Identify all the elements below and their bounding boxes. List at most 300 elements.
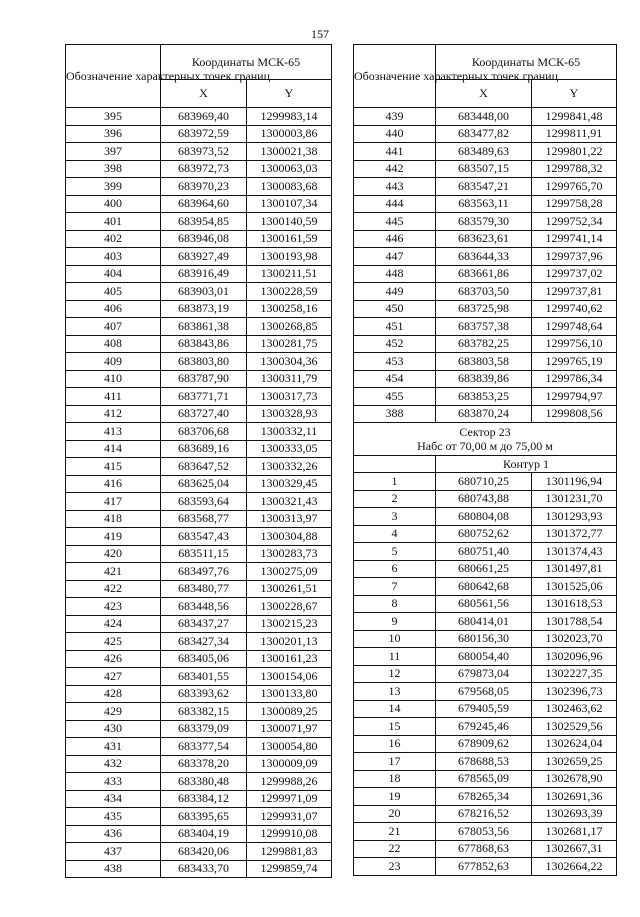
- y-coordinate: 1299811,91: [532, 125, 617, 143]
- table-row: [66, 615, 332, 633]
- table-row: [66, 703, 332, 721]
- y-coordinate: 1301788,54: [532, 613, 617, 631]
- x-coordinate: 683448,00: [436, 108, 532, 126]
- table-row: [66, 405, 332, 423]
- x-coordinate: 683973,52: [161, 143, 247, 161]
- y-coordinate: 1300333,05: [247, 440, 332, 458]
- y-coordinate: 1301497,81: [532, 560, 617, 578]
- table-row: [66, 825, 332, 843]
- y-coordinate: 1300304,36: [247, 353, 332, 371]
- point-number: 447: [354, 248, 436, 266]
- point-number: 435: [66, 808, 161, 826]
- x-coordinate: 683689,16: [161, 440, 247, 458]
- x-coordinate: 683380,48: [161, 773, 247, 791]
- x-coordinate: 683870,24: [436, 405, 532, 423]
- table-row: [66, 773, 332, 791]
- table-row: [66, 300, 332, 318]
- table-row: [354, 283, 617, 301]
- x-coordinate: 683547,43: [161, 528, 247, 546]
- point-number: 427: [66, 668, 161, 686]
- y-coordinate: 1302667,31: [532, 840, 617, 858]
- point-number: 23: [354, 858, 436, 876]
- x-coordinate: 683382,15: [161, 703, 247, 721]
- table-row: [354, 560, 617, 578]
- header-designation: Обозначение характерных точек границ: [66, 45, 161, 108]
- point-number: 439: [354, 108, 436, 126]
- x-coordinate: 677852,63: [436, 858, 532, 876]
- table-row: [354, 178, 617, 196]
- point-number: 440: [354, 125, 436, 143]
- y-coordinate: 1299971,09: [247, 790, 332, 808]
- point-number: 455: [354, 388, 436, 406]
- y-coordinate: 1299983,14: [247, 108, 332, 126]
- y-coordinate: 1301372,77: [532, 525, 617, 543]
- table-row: [354, 353, 617, 371]
- table-row: [66, 668, 332, 686]
- x-coordinate: 683401,55: [161, 668, 247, 686]
- point-number: 3: [354, 508, 436, 526]
- x-coordinate: 680751,40: [436, 543, 532, 561]
- y-coordinate: 1299741,14: [532, 230, 617, 248]
- table-row: [66, 598, 332, 616]
- y-coordinate: 1299765,19: [532, 353, 617, 371]
- x-coordinate: 680710,25: [436, 473, 532, 491]
- point-number: 403: [66, 248, 161, 266]
- x-coordinate: 679568,05: [436, 683, 532, 701]
- x-coordinate: 683377,54: [161, 738, 247, 756]
- table-row: [66, 563, 332, 581]
- sector-subtitle: Набс от 70,00 м до 75,00 м: [417, 439, 553, 453]
- point-number: 446: [354, 230, 436, 248]
- y-coordinate: 1300054,80: [247, 738, 332, 756]
- x-coordinate: 683507,15: [436, 160, 532, 178]
- table-row: [66, 440, 332, 458]
- table-row: [66, 230, 332, 248]
- point-number: 429: [66, 703, 161, 721]
- point-number: 20: [354, 805, 436, 823]
- y-coordinate: 1302396,73: [532, 683, 617, 701]
- point-number: 423: [66, 598, 161, 616]
- x-coordinate: 683782,25: [436, 335, 532, 353]
- y-coordinate: 1300258,16: [247, 300, 332, 318]
- table-row: [354, 840, 617, 858]
- table-row: [354, 265, 617, 283]
- point-number: 418: [66, 510, 161, 528]
- x-coordinate: 683839,86: [436, 370, 532, 388]
- table-row: [66, 685, 332, 703]
- table-row: [354, 770, 617, 788]
- x-coordinate: 678565,09: [436, 770, 532, 788]
- point-number: 430: [66, 720, 161, 738]
- table-row: [66, 370, 332, 388]
- y-coordinate: 1299756,10: [532, 335, 617, 353]
- point-number: 441: [354, 143, 436, 161]
- y-coordinate: 1300321,43: [247, 493, 332, 511]
- point-number: 16: [354, 735, 436, 753]
- y-coordinate: 1300009,09: [247, 755, 332, 773]
- contour-label-row: [354, 456, 617, 473]
- x-coordinate: 683625,04: [161, 475, 247, 493]
- table-row: [66, 160, 332, 178]
- table-row: [66, 335, 332, 353]
- x-coordinate: 683853,25: [436, 388, 532, 406]
- header-y: Y: [247, 80, 332, 108]
- point-number: 9: [354, 613, 436, 631]
- point-number: 19: [354, 788, 436, 806]
- point-number: 6: [354, 560, 436, 578]
- point-number: 398: [66, 160, 161, 178]
- x-coordinate: 683511,15: [161, 545, 247, 563]
- point-number: 422: [66, 580, 161, 598]
- x-coordinate: 683404,19: [161, 825, 247, 843]
- x-coordinate: 683480,77: [161, 580, 247, 598]
- y-coordinate: 1300329,45: [247, 475, 332, 493]
- y-coordinate: 1300211,51: [247, 265, 332, 283]
- y-coordinate: 1299765,70: [532, 178, 617, 196]
- y-coordinate: 1302681,17: [532, 823, 617, 841]
- x-coordinate: 683771,71: [161, 388, 247, 406]
- point-number: 401: [66, 213, 161, 231]
- table-row: [66, 318, 332, 336]
- table-row: [354, 388, 617, 406]
- table-row: [354, 753, 617, 771]
- table-row: [66, 545, 332, 563]
- y-coordinate: 1300332,11: [247, 423, 332, 441]
- point-number: 421: [66, 563, 161, 581]
- x-coordinate: 683661,86: [436, 265, 532, 283]
- table-row: [354, 735, 617, 753]
- point-number: 12: [354, 665, 436, 683]
- table-row: [66, 755, 332, 773]
- x-coordinate: 683946,08: [161, 230, 247, 248]
- point-number: 415: [66, 458, 161, 476]
- table-row: [354, 195, 617, 213]
- point-number: 449: [354, 283, 436, 301]
- y-coordinate: 1302096,96: [532, 648, 617, 666]
- y-coordinate: 1299737,96: [532, 248, 617, 266]
- y-coordinate: 1301196,94: [532, 473, 617, 491]
- point-number: 2: [354, 490, 436, 508]
- x-coordinate: 683727,40: [161, 405, 247, 423]
- header-designation: Обозначение характерных точек границ: [354, 45, 436, 108]
- point-number: 406: [66, 300, 161, 318]
- x-coordinate: 683420,06: [161, 843, 247, 861]
- point-number: 425: [66, 633, 161, 651]
- table-row: [354, 665, 617, 683]
- table-row: [354, 630, 617, 648]
- y-coordinate: 1299758,28: [532, 195, 617, 213]
- y-coordinate: 1302227,35: [532, 665, 617, 683]
- table-row: [354, 248, 617, 266]
- point-number: 397: [66, 143, 161, 161]
- table-row: [354, 125, 617, 143]
- x-coordinate: 683405,06: [161, 650, 247, 668]
- table-row: [354, 683, 617, 701]
- x-coordinate: 683757,38: [436, 318, 532, 336]
- y-coordinate: 1300268,85: [247, 318, 332, 336]
- x-coordinate: 683547,21: [436, 178, 532, 196]
- point-number: 18: [354, 770, 436, 788]
- table-row: [66, 458, 332, 476]
- point-number: 412: [66, 405, 161, 423]
- table-row: [66, 720, 332, 738]
- table-row: [66, 738, 332, 756]
- y-coordinate: 1299859,74: [247, 860, 332, 878]
- point-number: 10: [354, 630, 436, 648]
- y-coordinate: 1302463,62: [532, 700, 617, 718]
- point-number: 442: [354, 160, 436, 178]
- table-row: [354, 335, 617, 353]
- point-number: 14: [354, 700, 436, 718]
- table-row: [354, 473, 617, 491]
- table-row: [354, 578, 617, 596]
- y-coordinate: 1300311,79: [247, 370, 332, 388]
- point-number: 395: [66, 108, 161, 126]
- point-number: 417: [66, 493, 161, 511]
- table-row: [66, 423, 332, 441]
- point-number: 420: [66, 545, 161, 563]
- x-coordinate: 678216,52: [436, 805, 532, 823]
- point-number: 7: [354, 578, 436, 596]
- y-coordinate: 1300283,73: [247, 545, 332, 563]
- x-coordinate: 683972,73: [161, 160, 247, 178]
- x-coordinate: 683803,80: [161, 353, 247, 371]
- table-row: [66, 125, 332, 143]
- y-coordinate: 1300003,86: [247, 125, 332, 143]
- x-coordinate: 683843,86: [161, 335, 247, 353]
- table-row: [66, 860, 332, 878]
- table-row: [66, 843, 332, 861]
- point-number: 17: [354, 753, 436, 771]
- point-number: 432: [66, 755, 161, 773]
- point-number: 404: [66, 265, 161, 283]
- point-number: 15: [354, 718, 436, 736]
- x-coordinate: 683623,61: [436, 230, 532, 248]
- y-coordinate: 1300261,51: [247, 580, 332, 598]
- y-coordinate: 1300215,23: [247, 615, 332, 633]
- table-row: [66, 248, 332, 266]
- y-coordinate: 1301618,53: [532, 595, 617, 613]
- x-coordinate: 683970,23: [161, 178, 247, 196]
- point-number: 424: [66, 615, 161, 633]
- y-coordinate: 1299737,81: [532, 283, 617, 301]
- x-coordinate: 683969,40: [161, 108, 247, 126]
- table-row: [66, 580, 332, 598]
- x-coordinate: 678053,56: [436, 823, 532, 841]
- table-row: [354, 508, 617, 526]
- point-number: 416: [66, 475, 161, 493]
- x-coordinate: 683593,64: [161, 493, 247, 511]
- y-coordinate: 1300063,03: [247, 160, 332, 178]
- table-row: [354, 718, 617, 736]
- table-row: [66, 353, 332, 371]
- point-number: 388: [354, 405, 436, 423]
- y-coordinate: 1300021,38: [247, 143, 332, 161]
- y-coordinate: 1299788,32: [532, 160, 617, 178]
- x-coordinate: 683706,68: [161, 423, 247, 441]
- y-coordinate: 1300154,06: [247, 668, 332, 686]
- header-coordinates: Координаты МСК-65: [436, 45, 617, 80]
- table-row: [66, 475, 332, 493]
- point-number: 434: [66, 790, 161, 808]
- x-coordinate: 679405,59: [436, 700, 532, 718]
- x-coordinate: 679873,04: [436, 665, 532, 683]
- x-coordinate: 683647,52: [161, 458, 247, 476]
- x-coordinate: 683927,49: [161, 248, 247, 266]
- point-number: 445: [354, 213, 436, 231]
- point-number: 22: [354, 840, 436, 858]
- table-row: [354, 213, 617, 231]
- sector-title: Сектор 23: [459, 425, 511, 439]
- y-coordinate: 1299752,34: [532, 213, 617, 231]
- x-coordinate: 683644,33: [436, 248, 532, 266]
- y-coordinate: 1299794,97: [532, 388, 617, 406]
- point-number: 428: [66, 685, 161, 703]
- point-number: 452: [354, 335, 436, 353]
- table-row: [354, 230, 617, 248]
- point-number: 8: [354, 595, 436, 613]
- x-coordinate: 680054,40: [436, 648, 532, 666]
- y-coordinate: 1302023,70: [532, 630, 617, 648]
- x-coordinate: 679245,46: [436, 718, 532, 736]
- table-row: [354, 823, 617, 841]
- y-coordinate: 1301231,70: [532, 490, 617, 508]
- table-row: [66, 493, 332, 511]
- y-coordinate: 1300304,88: [247, 528, 332, 546]
- table-row: [354, 370, 617, 388]
- table-row: [354, 405, 617, 423]
- table-row: [66, 265, 332, 283]
- y-coordinate: 1301293,93: [532, 508, 617, 526]
- x-coordinate: 683563,11: [436, 195, 532, 213]
- y-coordinate: 1300332,26: [247, 458, 332, 476]
- y-coordinate: 1299737,02: [532, 265, 617, 283]
- table-row: [66, 808, 332, 826]
- x-coordinate: 683579,30: [436, 213, 532, 231]
- point-number: 444: [354, 195, 436, 213]
- table-row: [66, 790, 332, 808]
- x-coordinate: 680752,62: [436, 525, 532, 543]
- y-coordinate: 1300083,68: [247, 178, 332, 196]
- x-coordinate: 680661,25: [436, 560, 532, 578]
- table-row: [354, 160, 617, 178]
- table-row: [354, 595, 617, 613]
- y-coordinate: 1299801,22: [532, 143, 617, 161]
- point-number: 4: [354, 525, 436, 543]
- table-row: [354, 648, 617, 666]
- point-number: 396: [66, 125, 161, 143]
- point-number: 413: [66, 423, 161, 441]
- y-coordinate: 1300228,67: [247, 598, 332, 616]
- point-number: 436: [66, 825, 161, 843]
- x-coordinate: 683803,58: [436, 353, 532, 371]
- y-coordinate: 1299786,34: [532, 370, 617, 388]
- x-coordinate: 683437,27: [161, 615, 247, 633]
- y-coordinate: 1300133,80: [247, 685, 332, 703]
- point-number: 408: [66, 335, 161, 353]
- y-coordinate: 1300107,34: [247, 195, 332, 213]
- x-coordinate: 683433,70: [161, 860, 247, 878]
- point-number: 13: [354, 683, 436, 701]
- x-coordinate: 680642,68: [436, 578, 532, 596]
- x-coordinate: 683861,38: [161, 318, 247, 336]
- table-row: [354, 143, 617, 161]
- y-coordinate: 1299881,83: [247, 843, 332, 861]
- point-number: 433: [66, 773, 161, 791]
- table-row: [66, 510, 332, 528]
- point-number: 431: [66, 738, 161, 756]
- table-row: [354, 318, 617, 336]
- table-row: [354, 788, 617, 806]
- point-number: 454: [354, 370, 436, 388]
- x-coordinate: 683477,82: [436, 125, 532, 143]
- x-coordinate: 683954,85: [161, 213, 247, 231]
- point-number: 411: [66, 388, 161, 406]
- y-coordinate: 1302529,56: [532, 718, 617, 736]
- contour-label: Контур 1: [436, 456, 617, 473]
- point-number: 419: [66, 528, 161, 546]
- table-row: [354, 858, 617, 876]
- table-row: [354, 300, 617, 318]
- x-coordinate: 680561,56: [436, 595, 532, 613]
- y-coordinate: 1302678,90: [532, 770, 617, 788]
- point-number: 448: [354, 265, 436, 283]
- y-coordinate: 1300281,75: [247, 335, 332, 353]
- table-row: [354, 108, 617, 126]
- y-coordinate: 1299988,26: [247, 773, 332, 791]
- y-coordinate: 1299808,56: [532, 405, 617, 423]
- y-coordinate: 1302691,36: [532, 788, 617, 806]
- table-row: [66, 143, 332, 161]
- y-coordinate: 1302693,39: [532, 805, 617, 823]
- x-coordinate: 678688,53: [436, 753, 532, 771]
- coordinates-table-right: [353, 44, 617, 876]
- point-number: 402: [66, 230, 161, 248]
- header-coordinates: Координаты МСК-65: [161, 45, 332, 80]
- x-coordinate: 683903,01: [161, 283, 247, 301]
- table-row: [354, 805, 617, 823]
- header-y: Y: [532, 80, 617, 108]
- y-coordinate: 1300328,93: [247, 405, 332, 423]
- x-coordinate: 683395,65: [161, 808, 247, 826]
- table-row: [66, 178, 332, 196]
- x-coordinate: 683972,59: [161, 125, 247, 143]
- y-coordinate: 1300071,97: [247, 720, 332, 738]
- header-x: X: [161, 80, 247, 108]
- y-coordinate: 1302624,04: [532, 735, 617, 753]
- x-coordinate: 683379,09: [161, 720, 247, 738]
- y-coordinate: 1302659,25: [532, 753, 617, 771]
- y-coordinate: 1300140,59: [247, 213, 332, 231]
- point-number: 437: [66, 843, 161, 861]
- x-coordinate: 683448,56: [161, 598, 247, 616]
- coordinates-table-left: [65, 44, 332, 878]
- x-coordinate: 678909,62: [436, 735, 532, 753]
- point-number: 11: [354, 648, 436, 666]
- x-coordinate: 683393,62: [161, 685, 247, 703]
- point-number: 410: [66, 370, 161, 388]
- y-coordinate: 1299740,62: [532, 300, 617, 318]
- x-coordinate: 683873,19: [161, 300, 247, 318]
- table-row: [66, 283, 332, 301]
- y-coordinate: 1300317,73: [247, 388, 332, 406]
- point-number: 414: [66, 440, 161, 458]
- x-coordinate: 683384,12: [161, 790, 247, 808]
- y-coordinate: 1299748,64: [532, 318, 617, 336]
- x-coordinate: 677868,63: [436, 840, 532, 858]
- point-number: 443: [354, 178, 436, 196]
- table-row: [66, 388, 332, 406]
